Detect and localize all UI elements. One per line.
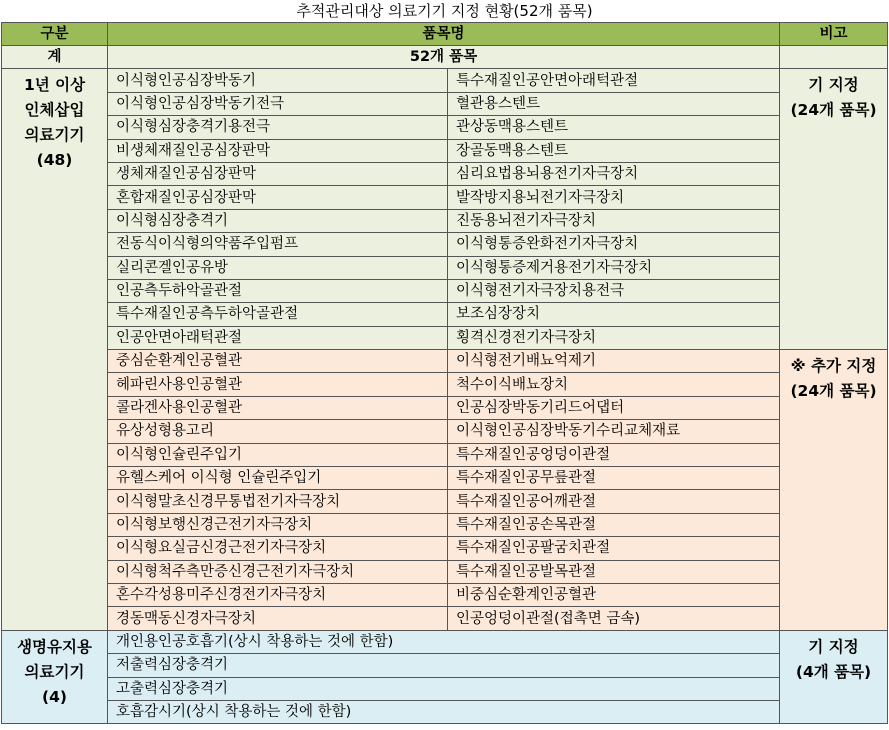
- table-row: [2, 396, 888, 419]
- item-name: 진동용뇌전기자극장치: [448, 209, 780, 232]
- category-label: 의료기기: [24, 126, 85, 145]
- category-label: 생명유지용: [17, 637, 92, 656]
- item-name: 비생체재질인공심장판막: [108, 139, 448, 162]
- note-label: (24개 품목): [790, 382, 877, 401]
- table-row: [2, 443, 888, 466]
- item-name: 고출력심장충격기: [108, 677, 780, 700]
- item-name: 특수재질인공무릎관절: [448, 467, 780, 490]
- item-name: 인공측두하악골관절: [108, 279, 448, 302]
- table-row: [2, 256, 888, 279]
- table-row: [2, 69, 888, 92]
- item-name: 인공엉덩이관절(접촉면 금속): [448, 607, 780, 630]
- item-name: 혼수각성용미주신경전기자극장치: [108, 583, 448, 606]
- table-row: [2, 700, 888, 723]
- item-name: 특수재질인공안면아래턱관절: [448, 69, 780, 92]
- item-name: 이식형인슐린주입기: [108, 443, 448, 466]
- table-row: [2, 139, 888, 162]
- item-name: 유헬스케어 이식형 인슐린주입기: [108, 467, 448, 490]
- item-name: 유상성형용고리: [108, 420, 448, 443]
- item-name: 관상동맥용스텐트: [448, 116, 780, 139]
- table-row: [2, 350, 888, 373]
- total-note: [780, 46, 888, 69]
- note-label: 기 지정: [808, 637, 859, 656]
- item-name: 특수재질인공어깨관절: [448, 490, 780, 513]
- table-row: [2, 513, 888, 536]
- table-row: [2, 654, 888, 677]
- category-life-support: [2, 630, 108, 724]
- table-row: [2, 420, 888, 443]
- item-name: 중심순환계인공혈관: [108, 350, 448, 373]
- item-name: 특수재질인공손목관절: [448, 513, 780, 536]
- note-label: (24개 품목): [790, 101, 877, 120]
- item-name: 특수재질인공엉덩이관절: [448, 443, 780, 466]
- table-row: [2, 162, 888, 185]
- note-added: [780, 350, 888, 631]
- note-label: ※ 추가 지정: [790, 357, 877, 376]
- header-items: 품목명: [108, 23, 780, 46]
- item-name: 이식형말초신경무통법전기자극장치: [108, 490, 448, 513]
- item-name: 전동식이식형의약품주입펌프: [108, 233, 448, 256]
- item-name: 헤파린사용인공혈관: [108, 373, 448, 396]
- item-name: 콜라겐사용인공혈관: [108, 396, 448, 419]
- total-value: 52개 품목: [108, 46, 780, 69]
- table-title: 추적관리대상 의료기기 지정 현황(52개 품목): [296, 2, 593, 20]
- item-name: 생체재질인공심장판막: [108, 162, 448, 185]
- item-name: 이식형인공심장박동기전극: [108, 92, 448, 115]
- table-row: [2, 537, 888, 560]
- table-row: [2, 560, 888, 583]
- item-name: 혼합재질인공심장판막: [108, 186, 448, 209]
- header-row: [2, 23, 888, 46]
- item-name: 이식형전기자극장치용전극: [448, 279, 780, 302]
- item-name: 횡격신경전기자극장치: [448, 326, 780, 349]
- item-name: 척수이식배뇨장치: [448, 373, 780, 396]
- category-label: 의료기기: [24, 662, 85, 681]
- table-row: [2, 630, 888, 653]
- total-row: [2, 46, 888, 69]
- table-row: [2, 186, 888, 209]
- table-row: [2, 373, 888, 396]
- item-name: 혈관용스텐트: [448, 92, 780, 115]
- table-row: [2, 326, 888, 349]
- item-name: 발작방지용뇌전기자극장치: [448, 186, 780, 209]
- note-label: (4개 품목): [795, 662, 872, 681]
- header-category: 구분: [2, 23, 108, 46]
- item-name: 특수재질인공발목관절: [448, 560, 780, 583]
- item-name: 이식형척주측만증신경근전기자극장치: [108, 560, 448, 583]
- item-name: 이식형심장충격기용전극: [108, 116, 448, 139]
- total-label: 계: [2, 46, 108, 69]
- item-name: 이식형인공심장박동기수리교체재료: [448, 420, 780, 443]
- item-name: 장골동맥용스텐트: [448, 139, 780, 162]
- table-row: [2, 490, 888, 513]
- note-existing: [780, 69, 888, 350]
- item-name: 이식형보행신경근전기자극장치: [108, 513, 448, 536]
- item-name: 저출력심장충격기: [108, 654, 780, 677]
- table-row: [2, 209, 888, 232]
- category-label: (48): [36, 151, 73, 170]
- note-label: 기 지정: [808, 76, 859, 95]
- item-name: 호흡감시기(상시 착용하는 것에 한함): [108, 700, 780, 723]
- item-name: 특수재질인공측두하악골관절: [108, 303, 448, 326]
- item-name: 실리콘겔인공유방: [108, 256, 448, 279]
- table-row: [2, 583, 888, 606]
- table-row: [2, 677, 888, 700]
- table-row: [2, 607, 888, 630]
- category-implant: [2, 69, 108, 630]
- item-name: 보조심장장치: [448, 303, 780, 326]
- category-label: 1년 이상: [23, 76, 86, 95]
- item-name: 비중심순환계인공혈관: [448, 583, 780, 606]
- item-name: 이식형인공심장박동기: [108, 69, 448, 92]
- item-name: 개인용인공호흡기(상시 착용하는 것에 한함): [108, 630, 780, 653]
- item-name: 이식형통증완화전기자극장치: [448, 233, 780, 256]
- note-existing: [780, 630, 888, 724]
- item-name: 경동맥동신경자극장치: [108, 607, 448, 630]
- item-name: 인공안면아래턱관절: [108, 326, 448, 349]
- item-name: 이식형전기배뇨억제기: [448, 350, 780, 373]
- item-name: 이식형통증제거용전기자극장치: [448, 256, 780, 279]
- table-row: [2, 92, 888, 115]
- category-label: (4): [42, 687, 67, 706]
- item-name: 이식형심장충격기: [108, 209, 448, 232]
- table-row: [2, 116, 888, 139]
- item-name: 심리요법용뇌용전기자극장치: [448, 162, 780, 185]
- category-label: 인체삽입: [24, 101, 85, 120]
- item-name: 특수재질인공팔굼치관절: [448, 537, 780, 560]
- item-name: 이식형요실금신경근전기자극장치: [108, 537, 448, 560]
- table-row: [2, 303, 888, 326]
- table-row: [2, 467, 888, 490]
- device-table: [1, 22, 888, 724]
- table-row: [2, 279, 888, 302]
- header-note: 비고: [780, 23, 888, 46]
- item-name: 인공심장박동기리드어댑터: [448, 396, 780, 419]
- table-row: [2, 233, 888, 256]
